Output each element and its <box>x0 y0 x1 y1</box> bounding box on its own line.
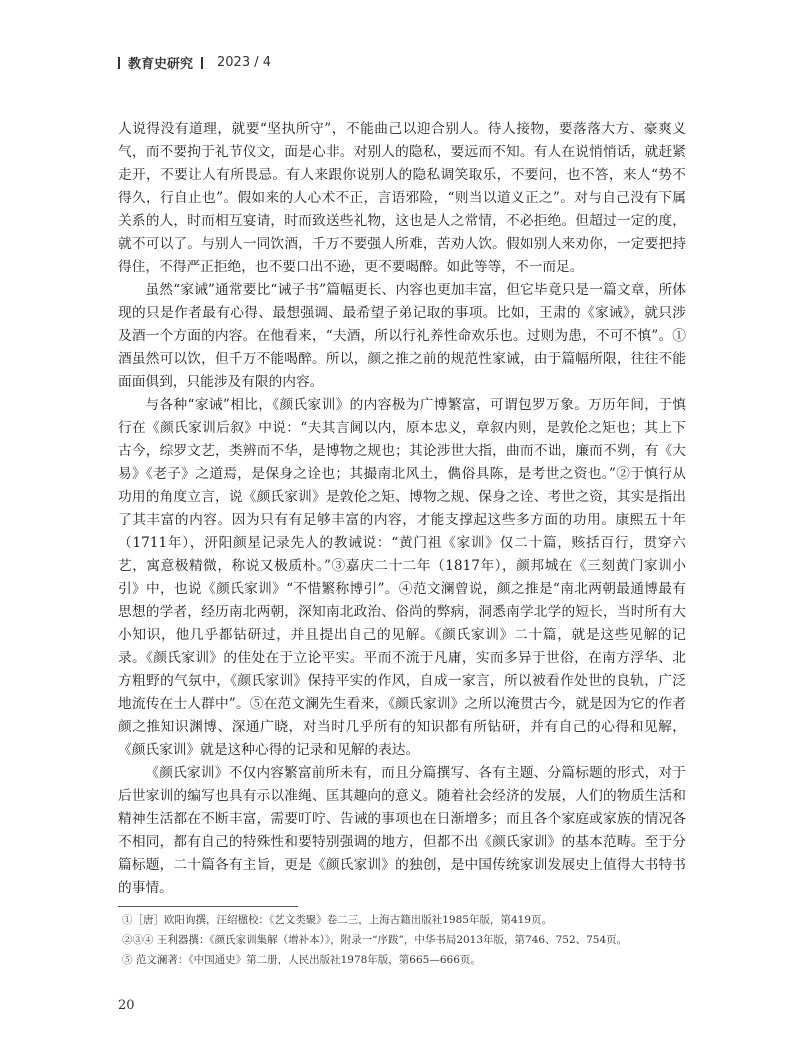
running-header <box>118 53 271 72</box>
footnotes <box>122 910 682 970</box>
footnote: ②③④ 王利器撰：《颜氏家训集解（增补本）》，附录一“序跋”，中华书局2013年版，第746、752、754页。 <box>122 934 628 946</box>
issue-number: 2023 / 4 <box>217 55 272 70</box>
article-body <box>118 118 686 900</box>
paragraph: 虽然“家诫”通常要比“诫子书”篇幅更长、内容也更加丰富，但它毕竟只是一篇文章，所体现的只是作者最有心得、最想强调、最希望子弟记取的事项。比如，王肃的《家诫》，就只涉及酒一个方面的内容。在他看来，“夫酒，所以行礼养性命欢乐也。过则为患，不可不慎”。①酒虽然可以饮，但千万不能喝醉。所以，颜之推之前的规范性家诫，由于篇幅所限，往往不能面面俱到，只能涉及有限的内容。 <box>118 282 686 390</box>
paragraph: 与各种“家诫”相比，《颜氏家训》的内容极为广博繁富，可谓包罗万象。万历年间，于慎行在《颜氏家训后叙》中说：“夫其言阃以内，原本忠义，章叙内则，是敦伦之矩也；其上下古今，综罗文艺，类辨而不华，是博物之规也；其论涉世大指，曲而不诎，廉而不刿，有《大易》《老子》之道焉，是保身之诠也；其撮南北风土，儁俗具陈，是考世之资也。”②于慎行从功用的角度立言，说《颜氏家训》是敦伦之矩、博物之规、保身之诠、考世之资，其实是指出了其丰富的内容。因为只有有足够丰富的内容，才能支撑起这些多方面的功用。康熙五十年（1711年），汧阳颜星记录先人的教诫说：“黄门祖《家训》仅二十篇，赅括百行，贯穿六艺，寓意极精微，称说又极质朴。”③嘉庆二十二年（1817年），颜邦城在《三刻黄门家训小引》中，也说《颜氏家训》“不惜繁称博引”。④范文澜曾说，颜之推是“南北两朝最通博最有思想的学者，经历南北两朝，深知南北政治、俗尚的弊病，洞悉南学北学的短长，当时所有大小知识，他几乎都钻研过，并且提出自己的见解。《颜氏家训》二十篇，就是这些见解的记录。《颜氏家训》的佳处在于立论平实。平而不流于凡庸，实而多异于世俗，在南方浮华、北方粗野的气氛中，《颜氏家训》保持平实的作风，自成一家言，所以被看作处世的良轨，广泛地流传在士人群中”。⑤在范文澜先生看来，《颜氏家训》之所以淹贯古今，就是因为它的作者颜之推知识渊博、深通广晓，对当时几乎所有的知识都有所钻研，并有自己的心得和见解，《颜氏家训》就是这种心得的记录和见解的表达。 <box>118 397 686 758</box>
footnote-divider <box>118 906 298 907</box>
header-divider <box>118 57 120 69</box>
page-number: 20 <box>118 998 135 1013</box>
footnote: ⑤ 范文澜著：《中国通史》第二册，人民出版社1978年版，第665—666页。 <box>122 954 481 966</box>
paragraph: 《颜氏家训》不仅内容繁富前所未有，而且分篇撰写、各有主题、分篇标题的形式，对于后世家训的编写也具有示以准绳、匡其趣向的意义。随着社会经济的发展，人们的物质生活和精神生活都在不断丰富，需要叮咛、告诫的事项也在日渐增多；而且各个家庭或家族的情况各不相同，都有自己的特殊性和要特别强调的地方，但都不出《颜氏家训》的基本范畴。至于分篇标题，二十篇各有主旨，更是《颜氏家训》的独创，是中国传统家训发展史上值得大书特书的事情。 <box>118 765 686 896</box>
footnote: ①［唐］欧阳询撰，汪绍楹校：《艺文类聚》卷二三，上海古籍出版社1985年版，第419页。 <box>122 914 553 926</box>
journal-title: 教育史研究 <box>128 57 194 72</box>
paragraph: 人说得没有道理，就要“坚执所守”，不能曲己以迎合别人。待人接物，要落落大方、豪爽义气，而不要拘于礼节仪文，面是心非。对别人的隐私，要远而不知。有人在说悄悄话，就赶紧走开，不要让人有所畏忌。有人来跟你说别人的隐私调笑取乐，不要问，也不答，来人“势不得久，行自止也”。假如来的人心术不正，言语邪险，“则当以道义正之”。对与自己没有下属关系的人，时而相互宴请，时而致送些礼物，这也是人之常情，不必拒绝。但超过一定的度，就不可以了。与别人一同饮酒，千万不要强人所难，苦劝人饮。假如别人来劝你，一定要把持得住，不得严正拒绝，也不要口出不逊，更不要喝醉。如此等等，不一而足。 <box>118 121 686 275</box>
header-divider <box>201 57 203 69</box>
